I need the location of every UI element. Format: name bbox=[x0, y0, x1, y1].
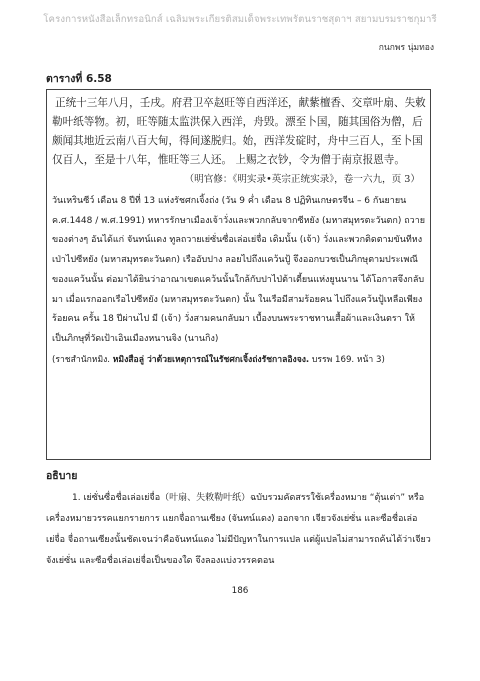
thai-source-title: หมิงสือลู่ ว่าด้วยเหตุการณ์ในรัชศกเจิ้งถ่งรัชกาลอิงจง. bbox=[112, 354, 310, 365]
thai-translation: วันเหรินซีว์ เดือน 8 ปีที่ 13 แห่งรัชศกเจิ้งถ่ง (วัน 9 ค่ำ เดือน 8 ปฏิทินเกษตรจีน – 6 กันยายน ค.ศ.1448 / พ.ศ.1991) ทหารรักษาเมืองเจ้าวั่งและพวกกลับจากซีหยัง (มหาสมุทรตะวันตก) ถวายของต่างๆ อันได้แก่ จันทน์แดง ทูลถวายเย่ซั่นซื่อเล่อเย่จื่อ เดิมนั้น (เจ้า) วั่งและพวกติดตามขันทีหงเป่าไปซีหยัง (มหาสมุทรตะวันตก) เรืออับปาง ลอยไปถึงแคว้นปู้ จึงออกบวชเป็นภิกษุตามประเพณีของแคว้นนั้น ต่อมาได้ยินว่าอาณาเขตแคว้นนั้นใกล้กับปาไป่ต้าเตี้ยนแห่งยูนนาน ได้โอกาสจึงกลับมา เมื่อแรกออกเรือไปซีหยัง (มหาสมุทรตะวันตก) นั้น ในเรือมีสามร้อยคน ไปถึงแคว้นปู้เหลือเพียงร้อยคน ครั้น 18 ปีผ่านไป มี (เจ้า) วั่งสามคนกลับมา เบื้องบนพระราชทานเสื้อผ้าและเงินตรา ให้เป็นภิกษุที่วัดเป้าเอินเมืองหนานจิง (นานกิง) bbox=[52, 196, 426, 344]
table-box bbox=[46, 89, 431, 460]
thai-source-prefix: (ราชสำนักหมิง. bbox=[52, 354, 113, 365]
chinese-source: （明官修：《明实录•英宗正统实录》，卷一六九，页 3） bbox=[184, 174, 420, 185]
section-heading: อธิบาย bbox=[46, 470, 78, 482]
thai-source bbox=[52, 353, 426, 368]
explanation-paragraph: 1. เย่ซั่นซื่อชื่อเล่อเย่จื่อ（叶扇、失敕勒叶纸）ฉบับรวมคัดสรรใช้เครื่องหมาย “ตุ้นเต่า” หรือเครื่องหมายวรรคแยกรายการ แยกจื่อถานเซียง (จันทน์แดง) ออกจาก เจียวจังเย่ซั่น และซือชื่อเล่อเย่จื่อ จื่อถานเซียงนั้นชัดเจนว่าคือจันทน์แดง ไม่มีปัญหาในการแปล แต่ผู้แปลไม่สามารถค้นได้ว่าเจียวจังเย่ซั่น และซือชื่อเล่อเย่จื่อเป็นของใด จึงลองแบ่งวรรคตอน bbox=[46, 493, 431, 566]
chinese-text: 正统十三年八月，壬戌。府君卫卒赵旺等自西洋还，献紫檀香、交章叶扇、失敕勒叶纸等物。初，旺等随太监洪保入西洋，舟毁。漂至卜国，随其国俗为僧，后颇闻其地近云南八百大甸，得间遂脱归。始，西洋发碇时，舟中三百人，至卜国仅百人，至是十八年，惟旺等三人还。 上赐之衣钞，令为僧于南京报恩寺。 bbox=[52, 97, 426, 166]
page-number: 186 bbox=[231, 586, 249, 596]
author-name: กนกพร นุ่มทอง bbox=[378, 43, 434, 53]
running-header: โครงการหนังสือเล็กทรอนิกส์ เฉลิมพระเกียรติสมเด็จพระเทพรัตนราชสุดาฯ สยามบรมราชกุมารี bbox=[43, 14, 437, 25]
thai-source-suffix: บรรพ 169. หน้า 3) bbox=[309, 354, 385, 365]
table-title: ตารางที่ 6.58 bbox=[46, 73, 112, 85]
